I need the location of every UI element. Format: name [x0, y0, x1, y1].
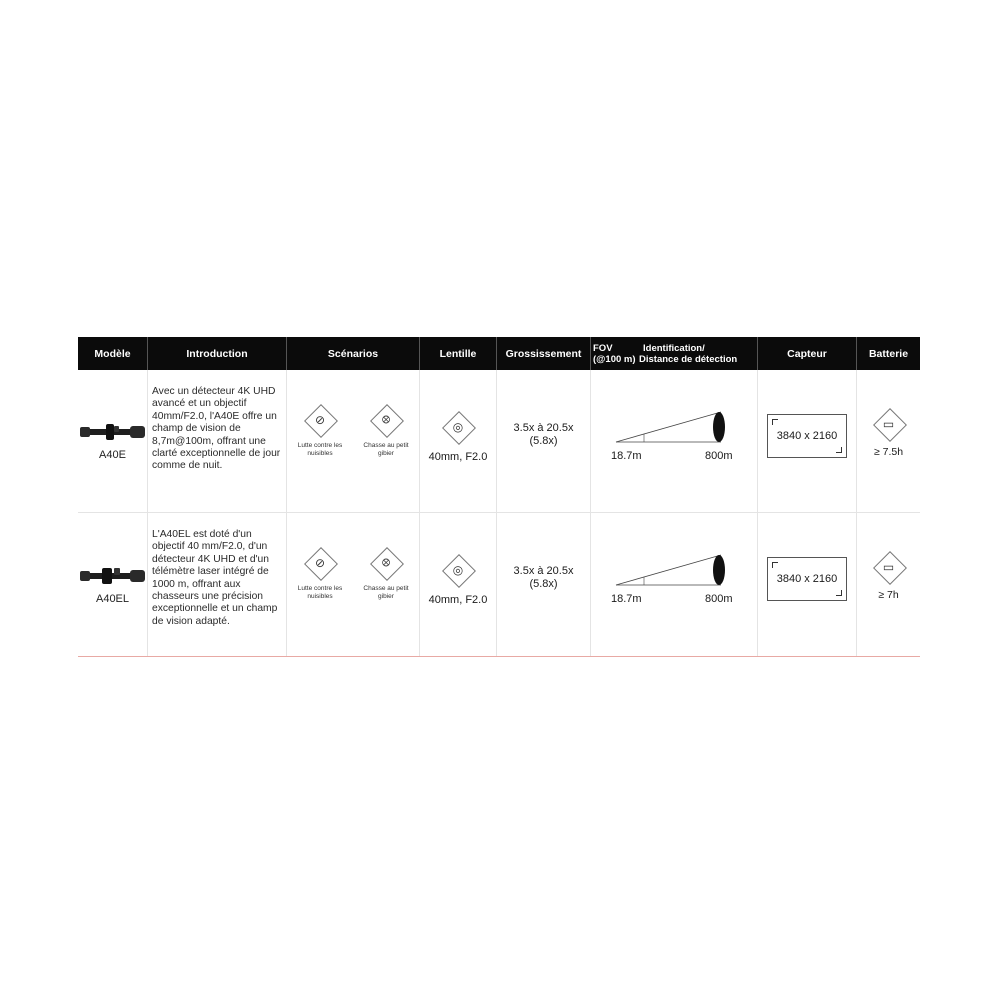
sensor-cell	[758, 513, 857, 656]
model-cell	[78, 370, 148, 512]
header-lens: Lentille	[420, 337, 497, 370]
lens-cell	[420, 513, 497, 656]
magnification-value: 3.5x à 20.5x	[513, 422, 574, 434]
scenarios-cell	[287, 370, 420, 512]
battery-icon: ▭	[882, 417, 895, 431]
intro-text: Avec un détecteur 4K UHD avancé et un objectif 40mm/F2.0, l'A40E offre un champ de vision de 8,7m@100m, offrant une clarté exceptionnelle de jour comme de nuit.	[152, 386, 281, 472]
table-row	[78, 513, 920, 657]
rifle-scope-icon	[80, 565, 146, 587]
sensor-frame	[767, 414, 847, 458]
pest-control-icon: ⊘	[314, 556, 326, 570]
pest-control-icon: ⊘	[314, 413, 326, 427]
header-model: Modèle	[78, 337, 148, 370]
spec-table	[78, 337, 920, 657]
aperture-icon: ◎	[452, 563, 464, 577]
aperture-icon: ◎	[452, 420, 464, 434]
header-intro: Introduction	[148, 337, 287, 370]
header-fov-label	[593, 343, 639, 365]
fov-cone-icon	[611, 551, 731, 591]
model-name: A40EL	[95, 592, 130, 605]
battery-cell	[857, 370, 920, 512]
rifle-scope-icon	[80, 421, 146, 443]
magnification-cell	[497, 513, 591, 656]
battery-cell	[857, 513, 920, 656]
fov-cell	[591, 513, 758, 656]
model-cell	[78, 513, 148, 656]
intro-cell	[148, 513, 287, 656]
scenario-label: Lutte contre les nuisibles	[297, 442, 343, 457]
battery-value: ≥ 7h	[878, 589, 899, 601]
header-ident-line2: Distance de détection	[639, 353, 738, 365]
lens-value: 40mm, F2.0	[428, 594, 488, 606]
header-fov-line2: (@100 m)	[593, 353, 636, 365]
scenario-item	[292, 402, 348, 457]
scenario-label: Chasse au petit gibier	[363, 442, 409, 457]
intro-text: L'A40EL est doté d'un objectif 40 mm/F2.0, d'un détecteur 4K UHD et d'un télémètre laser intégré de 1000 m, offrant aux chasseurs une précision exceptionnelle et un champ de vision adapté.	[152, 529, 278, 627]
sensor-frame	[767, 557, 847, 601]
detection-value: 800m	[705, 450, 733, 462]
header-battery: Batterie	[868, 347, 909, 360]
header-sensor: Capteur	[758, 337, 857, 370]
magnification-cell	[497, 370, 591, 512]
fov-value: 18.7m	[611, 450, 642, 462]
header-fov	[591, 337, 758, 370]
fov-cone-icon	[611, 408, 731, 448]
table-row	[78, 370, 920, 513]
magnification-sub: (5.8x)	[529, 435, 558, 447]
scenario-label: Chasse au petit gibier	[363, 585, 409, 600]
detection-value: 800m	[705, 593, 733, 605]
battery-icon: ▭	[882, 560, 895, 574]
table-header	[78, 337, 920, 370]
battery-value: ≥ 7.5h	[873, 446, 904, 458]
sensor-cell	[758, 370, 857, 512]
fov-cell	[591, 370, 758, 512]
rabbit-icon: ꕕ	[381, 412, 391, 427]
magnification-value: 3.5x à 20.5x	[513, 565, 574, 577]
model-name: A40E	[99, 449, 126, 461]
scenarios-cell	[287, 513, 420, 656]
header-magnification: Grossissement	[497, 337, 591, 370]
magnification-sub: (5.8x)	[529, 578, 558, 590]
header-scenarios: Scénarios	[287, 337, 420, 370]
header-ident-label	[639, 343, 737, 365]
header-ident-line1: Identification/	[643, 342, 705, 354]
sensor-value: 3840 x 2160	[776, 573, 838, 585]
lens-cell	[420, 370, 497, 512]
scenario-item	[292, 545, 348, 600]
intro-cell	[148, 370, 287, 512]
scenario-item	[358, 402, 414, 457]
header-fov-line1: FOV	[593, 342, 613, 354]
scenario-label: Lutte contre les nuisibles	[297, 585, 343, 600]
sensor-value: 3840 x 2160	[776, 430, 838, 442]
lens-value: 40mm, F2.0	[428, 451, 488, 463]
rabbit-icon: ꕕ	[381, 555, 391, 570]
scenario-item	[358, 545, 414, 600]
fov-value: 18.7m	[611, 593, 642, 605]
